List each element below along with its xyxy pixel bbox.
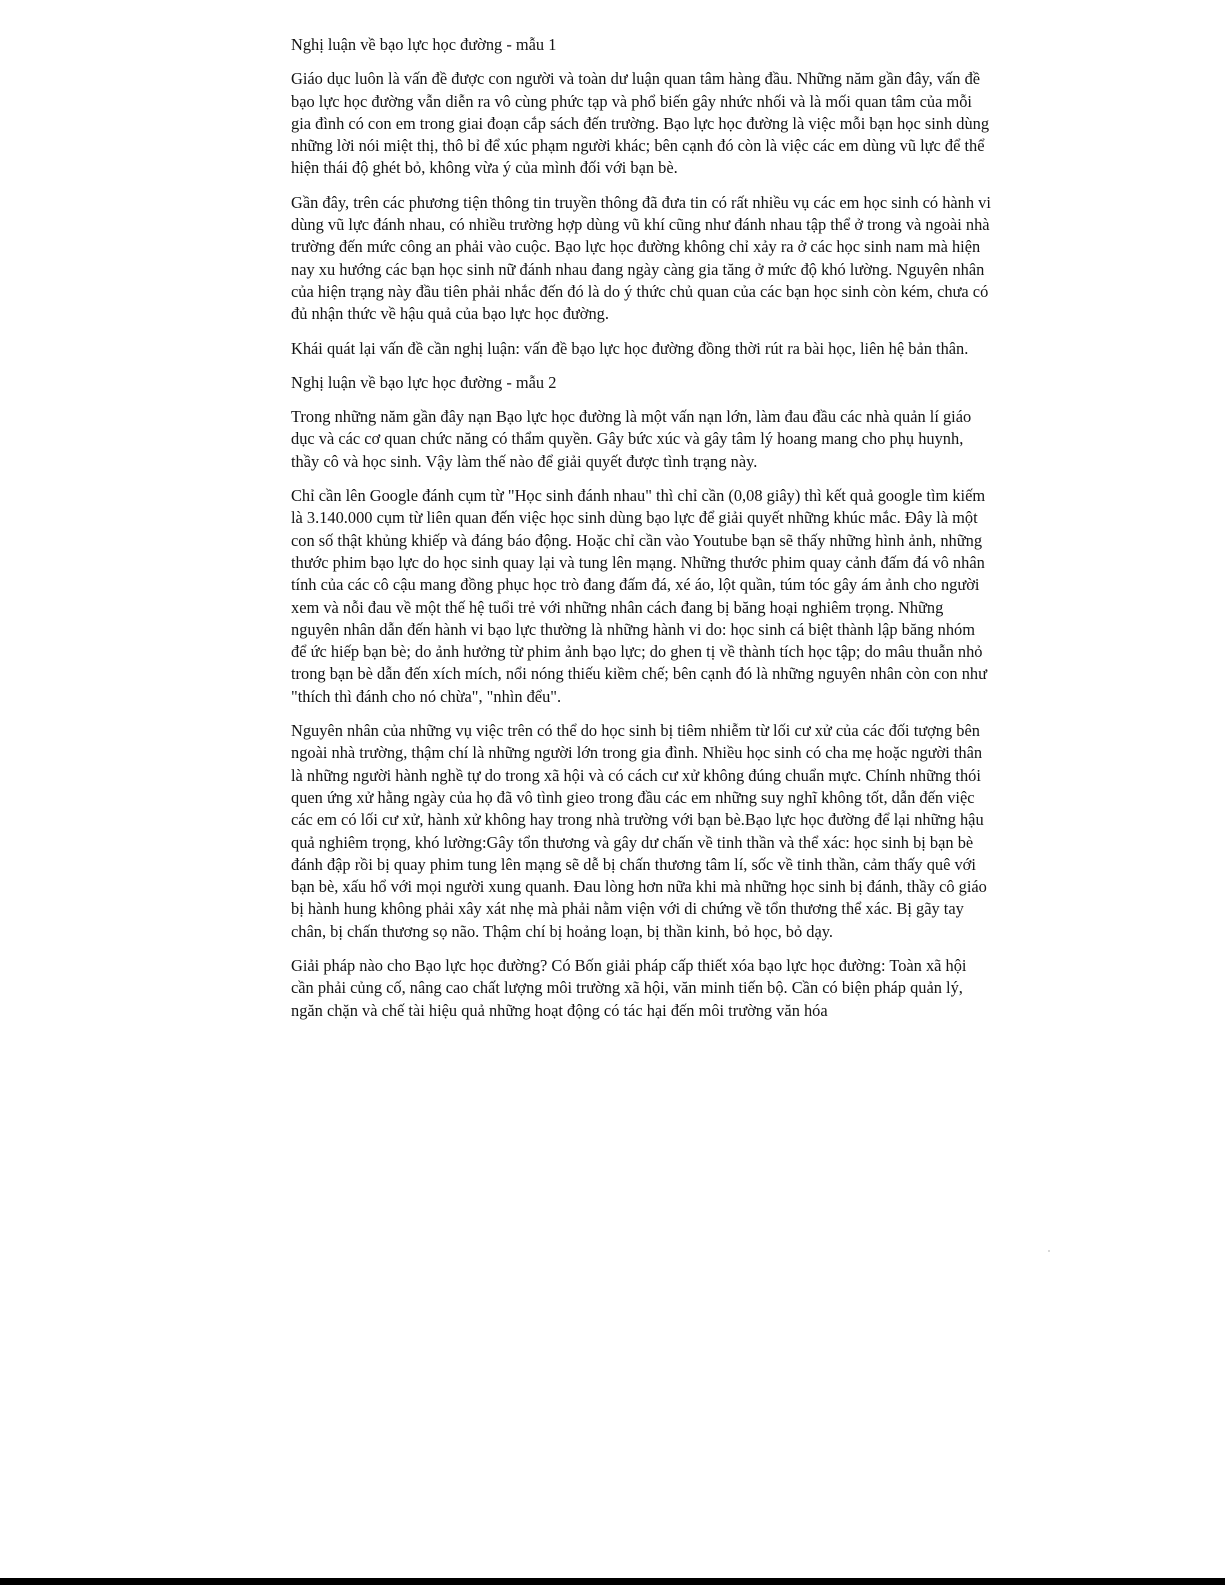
section-1-paragraph-3: Khái quát lại vấn đề cần nghị luận: vấn đề bạo lực học đường đồng thời rút ra bài học, liên hệ bản thân.: [291, 338, 969, 358]
scan-speck: [1048, 1250, 1050, 1252]
section-2-paragraph-2: Chỉ cần lên Google đánh cụm từ "Học sinh đánh nhau" thì chỉ cần (0,08 giây) thì kết quả google tìm kiếm là 3.140.000 cụm từ liên quan đến việc học sinh dùng bạo lực để giải quyết những khúc mắc. Đây là một con số thật khủng khiếp và đáng báo động. Hoặc chỉ cần vào Youtube bạn sẽ thấy những hình ảnh, những thước phim bạo lực do học sinh quay lại và tung lên mạng. Những thước phim quay cảnh đấm đá vô nhân tính của các cô cậu mang đồng phục học trò đang đấm đá, xé áo, lột quần, túm tóc gây ám ảnh cho người xem và nỗi đau về một thế hệ tuổi trẻ với những nhân cách đang bị băng hoại nghiêm trọng. Những nguyên nhân dẫn đến hành vi bạo lực thường là những hành vi do: học sinh cá biệt thành lập băng nhóm để ức hiếp bạn bè; do ảnh hưởng từ phim ảnh bạo lực; do ghen tị về thành tích học tập; do mâu thuẫn nhỏ trong bạn bè dẫn đến xích mích, nổi nóng thiếu kiềm chế; bên cạnh đó là những nguyên nhân còn con như "thích thì đánh cho nó chừa", "nhìn đểu".: [291, 486, 987, 706]
section-2-heading: Nghị luận về bạo lực học đường - mẫu 2: [291, 372, 557, 392]
section-2-paragraph-3: Nguyên nhân của những vụ việc trên có thể do học sinh bị tiêm nhiễm từ lối cư xử của các đối tượng bên ngoài nhà trường, thậm chí là những người lớn trong gia đình. Nhiều học sinh có cha mẹ hoặc người thân là những người hành nghề tự do trong xã hội và có cách cư xử không đúng chuẩn mực. Chính những thói quen ứng xử hằng ngày của họ đã vô tình gieo trong đầu các em những suy nghĩ không tốt, dẫn đến việc các em có lối cư xử, hành xử không hay trong nhà trường với bạn bè.Bạo lực học đường để lại những hậu quả nghiêm trọng, khó lường:Gây tổn thương và gây dư chấn về tinh thần và thể xác: học sinh bị bạn bè đánh đập rồi bị quay phim tung lên mạng sẽ dễ bị chấn thương tâm lí, sốc về tinh thần, cảm thấy quê với bạn bè, xấu hổ với mọi người xung quanh. Đau lòng hơn nữa khi mà những học sinh bị đánh, thầy cô giáo bị hành hung không phải xây xát nhẹ mà phải nằm viện với di chứng về tổn thương thể xác. Bị gãy tay chân, bị chấn thương sọ não. Thậm chí bị hoảng loạn, bị thần kinh, bỏ học, bỏ dạy.: [291, 721, 987, 941]
page-bottom-border: [0, 1578, 1225, 1585]
section-2-paragraph-4: Giải pháp nào cho Bạo lực học đường? Có Bốn giải pháp cấp thiết xóa bạo lực học đường: Toàn xã hội cần phải củng cố, nâng cao chất lượng môi trường xã hội, văn minh tiến bộ. Cần có biện pháp quản lý, ngăn chặn và chế tài hiệu quả những hoạt động có tác hại đến môi trường văn hóa: [291, 955, 967, 1020]
section-1-paragraph-1: Giáo dục luôn là vấn đề được con người và toàn dư luận quan tâm hàng đầu. Những năm gần đây, vấn đề bạo lực học đường vẫn diễn ra vô cùng phức tạp và phổ biến gây nhức nhối và là mối quan tâm của mỗi gia đình có con em trong giai đoạn cắp sách đến trường. Bạo lực học đường là việc mỗi bạn học sinh dùng những lời nói miệt thị, thô bỉ để xúc phạm người khác; bên cạnh đó còn là việc các em dùng vũ lực để thể hiện thái độ ghét bỏ, không vừa ý của mình đối với bạn bè.: [291, 69, 990, 178]
section-1-heading: Nghị luận về bạo lực học đường - mẫu 1: [291, 35, 557, 54]
section-1-paragraph-2: Gần đây, trên các phương tiện thông tin truyền thông đã đưa tin có rất nhiều vụ các em học sinh có hành vi dùng vũ lực đánh nhau, có nhiều trường hợp dùng vũ khí cũng như đánh nhau tập thể ở trong và ngoài nhà trường đến mức công an phải vào cuộc. Bạo lực học đường không chỉ xảy ra ở các học sinh nam mà hiện nay xu hướng các bạn học sinh nữ đánh nhau đang ngày càng gia tăng ở mức độ khó lường. Nguyên nhân của hiện trạng này đầu tiên phải nhắc đến đó là do ý thức chủ quan của các bạn học sinh còn kém, chưa có đủ nhận thức về hậu quả của bạo lực học đường.: [291, 192, 991, 324]
document-body: [291, 34, 993, 1034]
section-2-paragraph-1: Trong những năm gần đây nạn Bạo lực học đường là một vấn nạn lớn, làm đau đầu các nhà quản lí giáo dục và các cơ quan chức năng có thẩm quyền. Gây bức xúc và gây tâm lý hoang mang cho phụ huynh, thầy cô và học sinh. Vậy làm thế nào để giải quyết được tình trạng này.: [291, 407, 972, 471]
